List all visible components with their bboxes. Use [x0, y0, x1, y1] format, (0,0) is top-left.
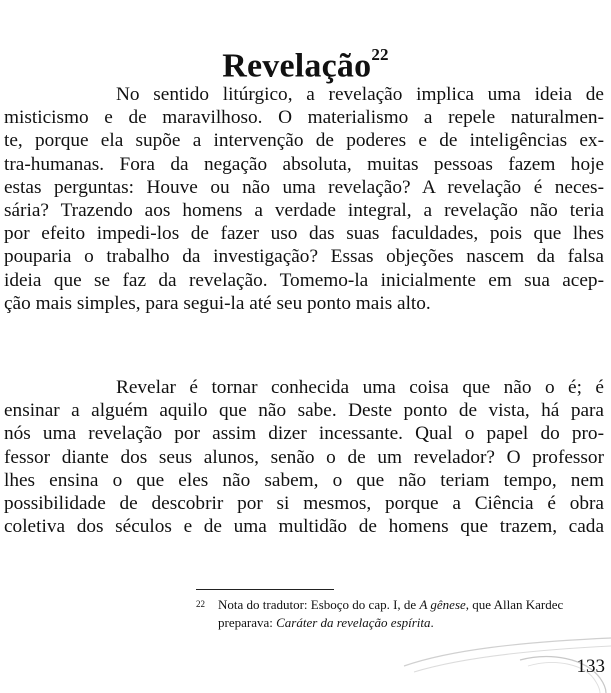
paragraph-1: [4, 83, 604, 315]
footnote-number: 22: [196, 599, 205, 609]
footnote: [196, 596, 606, 632]
page-title: [0, 37, 611, 88]
footnote-text: , que Allan Kardec: [465, 597, 564, 612]
paragraph-line: ideia que se faz da revelação. Tomemo-la inicialmente em sua acep-: [4, 269, 604, 291]
paragraph-line: fessor diante dos seus alunos, senão o de um revelador? O professor: [4, 446, 604, 468]
footnote-chapter-title: Caráter da revelação espírita: [276, 615, 431, 630]
chapter-title-text: Revelação: [222, 47, 372, 85]
paragraph-line: por efeito impedi-los de fazer uso das suas faculdades, pois que lhes: [4, 223, 604, 245]
footnote-text: preparava:: [218, 615, 277, 630]
paragraph-line: tra-humanas. Fora da negação absoluta, muitas pessoas fazem hoje: [4, 153, 604, 175]
paragraph-line: Revelar é tornar conhecida uma coisa que não o é; é: [116, 377, 604, 398]
footnote-text: Nota do tradutor: Esboço do cap. I, de: [218, 597, 420, 612]
footnote-divider: [196, 589, 334, 590]
paragraph-line: lhes ensina o que eles não sabem, o que não teriam tempo, nem: [4, 469, 604, 491]
paragraph-line: te, porque ela supõe a intervenção de poderes e de inteligências ex-: [4, 130, 604, 152]
page-number: 133: [576, 656, 605, 677]
paragraph-2: [4, 376, 604, 538]
paragraph-line: ensinar a alguém aquilo que não sabe. Deste ponto de vista, há para: [4, 400, 604, 422]
footnote-reference[interactable]: 22: [371, 44, 389, 64]
paragraph-line: ção mais simples, para segui-la até seu ponto mais alto.: [4, 292, 431, 314]
paragraph-line: nós uma revelação por assim dizer incessante. Qual o papel do pro-: [4, 423, 604, 445]
footnote-text: .: [430, 615, 434, 630]
paragraph-line: pouparia o trabalho da investigação? Essas objeções nascem da falsa: [4, 246, 604, 268]
paragraph-line: possibilidade de descobrir por si mesmos, porque a Ciência é obra: [4, 493, 604, 515]
paragraph-line: sária? Trazendo aos homens a verdade integral, a revelação não teria: [4, 200, 604, 222]
paragraph-line: No sentido litúrgico, a revelação implica uma ideia de: [116, 84, 604, 105]
footnote-book-title: A gênese: [419, 597, 466, 612]
paragraph-line: misticismo e de maravilhoso. O materialismo a repele naturalmen-: [4, 107, 604, 129]
paragraph-line: coletiva dos séculos e de uma multidão de homens que trazem, cada: [4, 516, 604, 538]
paragraph-line: estas perguntas: Houve ou não uma revelação? A revelação é neces-: [4, 176, 604, 198]
